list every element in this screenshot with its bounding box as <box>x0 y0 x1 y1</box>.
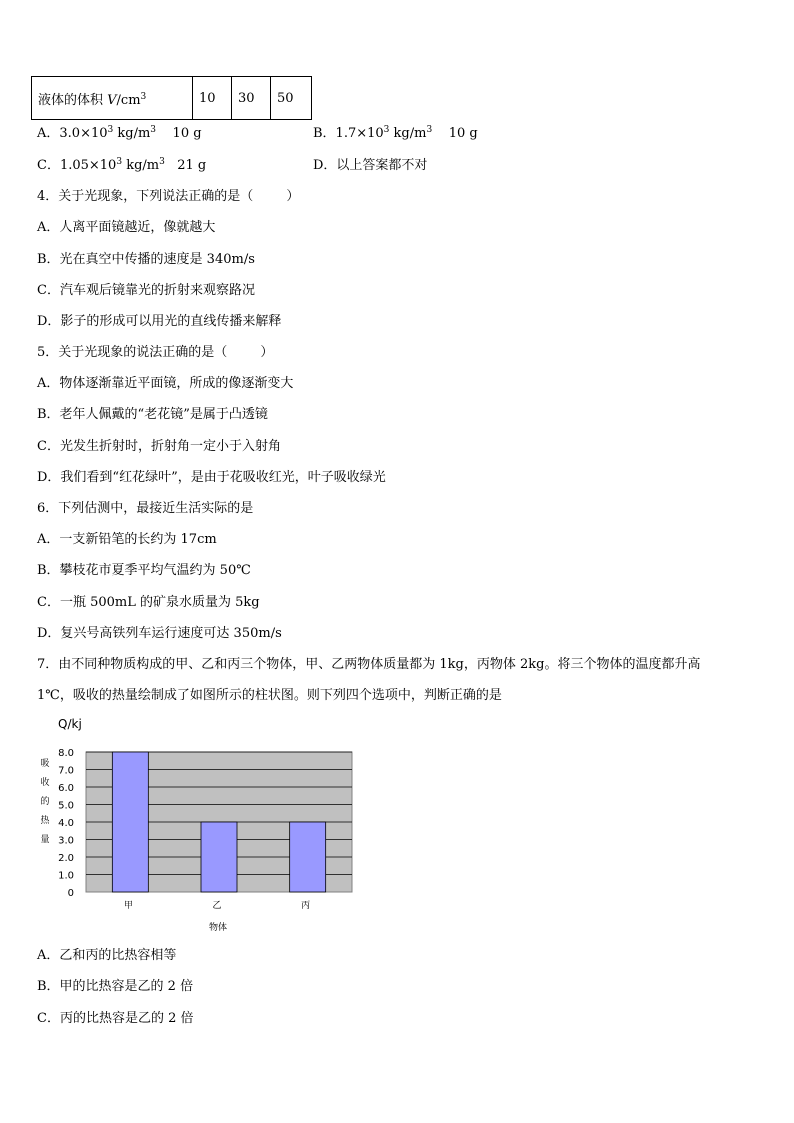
q3-option-c-sup2: 3 <box>159 157 165 167</box>
y-tick-label: 2.0 <box>58 853 74 864</box>
y-tick-label: 8.0 <box>58 748 74 759</box>
q4-option-c: C．汽车观后镜靠光的折射来观察路况 <box>37 283 255 298</box>
bar-甲 <box>112 752 148 892</box>
q7-stem-line2: 1℃，吸收的热量绘制成了如图所示的柱状图。则下列四个选项中，判断正确的是 <box>37 688 502 703</box>
q4-option-d: D．影子的形成可以用光的直线传播来解释 <box>37 314 282 329</box>
q3-option-d: D．以上答案都不对 <box>313 158 428 173</box>
q5-stem: 5．关于光现象的说法正确的是（ ） <box>37 345 274 360</box>
q3-option-b-sup: 3 <box>383 125 390 135</box>
table-cell: 50 <box>271 77 312 120</box>
q3-option-c-sup: 3 <box>116 157 123 167</box>
table-header-var: V <box>107 92 117 108</box>
x-axis-title: 物体 <box>208 923 228 933</box>
q3-option-c-unit: kg/m <box>122 158 160 173</box>
q5-option-d: D．我们看到“红花绿叶”，是由于花吸收红光，叶子吸收绿光 <box>37 470 386 485</box>
q3-option-a <box>37 126 202 142</box>
q6-option-b: B．攀枝花市夏季平均气温约为 50℃ <box>37 563 251 578</box>
y-axis-title-char: 收 <box>40 778 50 788</box>
q3-option-a-unit: kg/m <box>113 126 151 141</box>
q7-option-b: B．甲的比热容是乙的 2 倍 <box>37 979 194 994</box>
q7-option-c: C．丙的比热容是乙的 2 倍 <box>37 1011 194 1026</box>
table-header-text: 液体的体积 <box>38 92 108 108</box>
q6-option-d: D．复兴号高铁列车运行速度可达 350m/s <box>37 626 282 641</box>
q7-stem-line1: 7．由不同种物质构成的甲、乙和丙三个物体，甲、乙两物体质量都为 1kg，丙物体 2kg。将三个物体的温度都升高 <box>37 657 701 672</box>
table-header-cell <box>32 77 193 120</box>
q3-option-b-text: B．1.7×10 <box>313 126 384 141</box>
q6-option-c: C．一瓶 500mL 的矿泉水质量为 5kg <box>37 595 260 610</box>
q3-option-c-text: C．1.05×10 <box>37 158 117 173</box>
q3-option-a-sup: 3 <box>107 125 114 135</box>
volume-table <box>31 76 312 120</box>
y-axis-title-char: 热 <box>40 816 50 826</box>
y-axis-title-char: 量 <box>40 835 50 845</box>
q3-option-b <box>313 126 478 142</box>
y-tick-label: 1.0 <box>58 870 74 882</box>
y-axis-title-char: 吸 <box>40 759 50 769</box>
x-tick-label: 丙 <box>301 901 311 911</box>
q6-option-a: A．一支新铅笔的长约为 17cm <box>37 532 217 547</box>
y-tick-label: 5.0 <box>58 800 74 812</box>
q5-option-a: A．物体逐渐靠近平面镜，所成的像逐渐变大 <box>37 376 294 391</box>
q5-option-c: C．光发生折射时，折射角一定小于入射角 <box>37 439 281 454</box>
q3-option-b-unit: kg/m <box>389 126 427 141</box>
x-tick-label: 甲 <box>123 901 133 911</box>
x-tick-label: 乙 <box>212 901 222 911</box>
table-header-sup: 3 <box>140 91 147 102</box>
y-tick-label: 6.0 <box>58 783 74 794</box>
y-tick-label: 4.0 <box>58 818 74 829</box>
q3-option-a-mass: 10 g <box>156 126 202 141</box>
q7-option-a: A．乙和丙的比热容相等 <box>37 948 177 963</box>
y-tick-label: 3.0 <box>58 835 74 847</box>
table-row <box>32 77 312 120</box>
q4-option-b: B．光在真空中传播的速度是 340m/s <box>37 252 255 267</box>
q5-option-b: B．老年人佩戴的“老花镜”是属于凸透镜 <box>37 407 268 422</box>
table-cell: 30 <box>232 77 271 120</box>
q3-option-c-mass: 21 g <box>164 158 207 173</box>
q3-option-b-mass: 10 g <box>432 126 478 141</box>
bar-乙 <box>201 822 237 892</box>
table-cell: 10 <box>193 77 232 120</box>
q4-stem: 4．关于光现象，下列说法正确的是（ ） <box>37 189 300 204</box>
q4-option-a: A．人离平面镜越近，像就越大 <box>37 220 216 235</box>
heat-bar-chart <box>30 712 370 942</box>
y-axis-title-char: 的 <box>40 797 50 807</box>
q3-option-a-sup2: 3 <box>150 125 157 135</box>
y-tick-label: 0 <box>67 888 74 899</box>
q3-option-c <box>37 158 206 174</box>
chart-unit-label: Q/kj <box>58 717 82 731</box>
y-tick-label: 7.0 <box>58 765 74 777</box>
table-header-unit: /cm <box>116 92 141 108</box>
q3-option-a-text: A．3.0×10 <box>37 126 108 141</box>
bar-丙 <box>290 822 326 892</box>
q6-stem: 6．下列估测中，最接近生活实际的是 <box>37 501 254 516</box>
q3-option-b-sup2: 3 <box>426 125 433 135</box>
